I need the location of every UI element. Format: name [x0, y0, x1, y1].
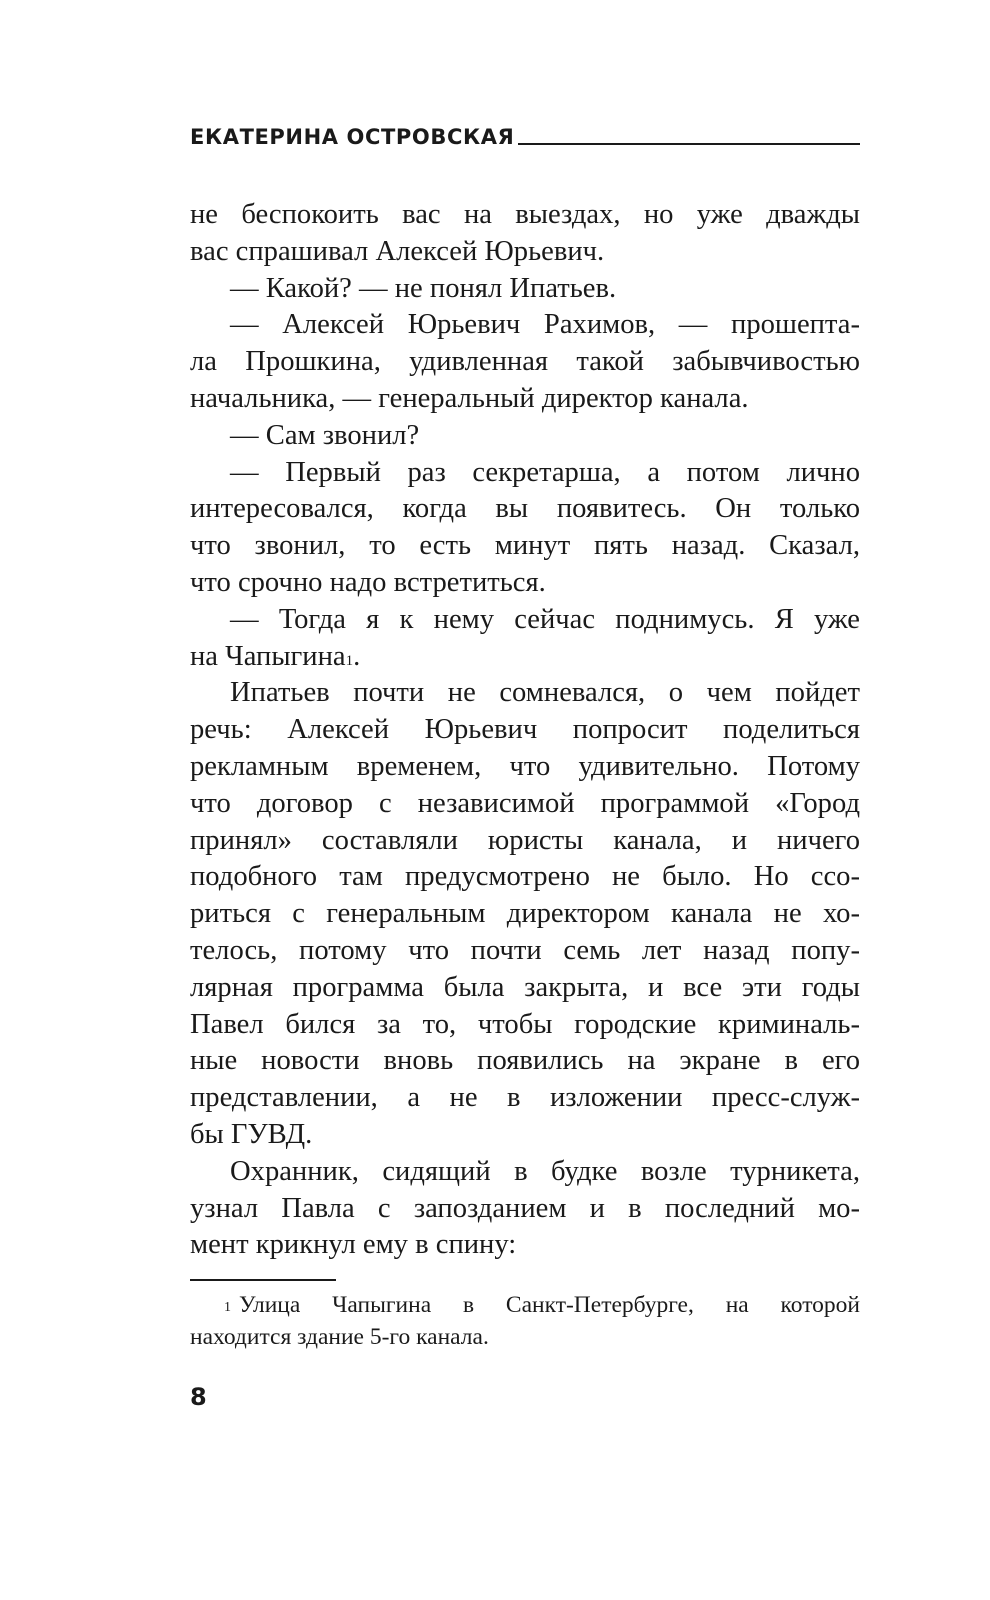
text-line: телось, потому что почти семь лет назад попу- [190, 934, 860, 966]
text-line: — Первый раз секретарша, а потом лично [230, 456, 860, 488]
footnote-text: Улица Чапыгина в Санкт-Петербурге, на которой [239, 1292, 860, 1318]
header-rule [518, 143, 860, 145]
text-line: — Алексей Юрьевич Рахимов, — прошепта- [230, 309, 860, 341]
text-line: ла Прошкина, удивленная такой забывчивостью [190, 346, 860, 378]
text-line: не беспокоить вас на выездах, но уже дважды [190, 199, 860, 230]
author-name: ЕКАТЕРИНА ОСТРОВСКАЯ [190, 125, 515, 149]
text-line: начальника, — генеральный директор канала. [190, 382, 749, 414]
text-line: представлении, а не в изложении пресс-служ- [190, 1082, 860, 1114]
text-line: лярная программа была закрыта, и все эти годы [190, 971, 860, 1003]
text-line: мент крикнул ему в спину: [190, 1229, 517, 1261]
text-line: бы ГУВД. [190, 1118, 313, 1150]
footnote-line: находится здание 5-го канала. [190, 1324, 489, 1350]
text-line: рекламным временем, что удивительно. Потому [190, 750, 860, 782]
text-line: — Сам звонил? [230, 419, 420, 451]
page-number: 8 [190, 1383, 207, 1411]
text-line: что срочно надо встретиться. [190, 566, 546, 598]
text-line: вас спрашивал Алексей Юрьевич. [190, 235, 605, 267]
text-line: — Тогда я к нему сейчас поднимусь. Я уже [230, 603, 860, 635]
footnote-rule [190, 1279, 336, 1281]
text-line: интересовался, когда вы появитесь. Он только [190, 493, 860, 525]
text-line: риться с генеральным директором канала не хо- [190, 898, 860, 930]
text-line: ные новости вновь появились на экране в его [190, 1045, 860, 1077]
running-head [190, 118, 860, 148]
text-line: речь: Алексей Юрьевич попросит поделиться [190, 714, 860, 746]
footnote-line [190, 1289, 860, 1321]
text-line: узнал Павла с запозданием и в последний мо- [190, 1192, 860, 1224]
text-line: что звонил, то есть минут пять назад. Сказал, [190, 530, 860, 562]
footnote [190, 1289, 860, 1353]
text-line: подобного там предусмотрено не было. Но ссо- [190, 861, 860, 893]
text-line: — Какой? — не понял Ипатьев. [230, 272, 617, 304]
text-line: на Чапыгина [190, 640, 346, 672]
text-line: принял» составляли юристы канала, и ничего [190, 824, 860, 856]
text-line-with-footnote-ref [190, 639, 860, 676]
text-line: Павел бился за то, чтобы городские криминаль- [190, 1008, 860, 1040]
footnote-reference: 1 [345, 652, 354, 669]
text-line: что договор с независимой программой «Город [190, 787, 860, 819]
footnote-marker: 1 [224, 1300, 231, 1315]
text-line: Охранник, сидящий в будке возле турникета, [230, 1155, 860, 1187]
body-text [190, 197, 860, 1264]
text-line: Ипатьев почти не сомневался, о чем пойдет [230, 677, 860, 709]
sentence-period: . [353, 640, 361, 672]
